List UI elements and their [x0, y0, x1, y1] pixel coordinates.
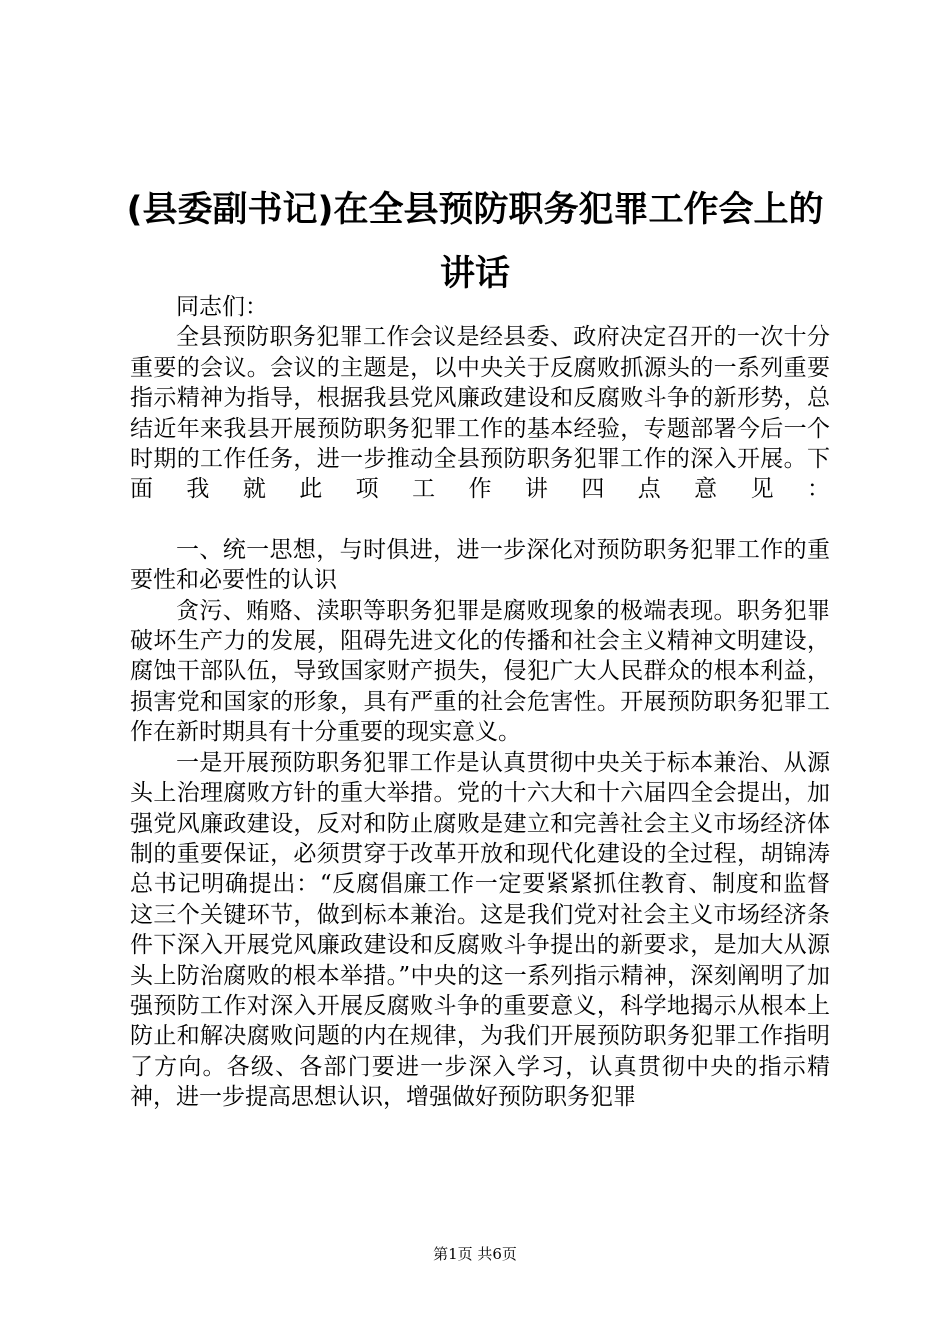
document-title	[100, 178, 850, 306]
paragraph-intro: 全县预防职务犯罪工作会议是经县委、政府决定召开的一次十分重要的会议。会议的主题是，以中央关于反腐败抓源头的一系列重要指示精神为指导，根据我县党风廉政建设和反腐败斗争的新形势，总结近年来我县开展预防职务犯罪工作的基本经验，专题部署今后一个时期的工作任务，进一步推动全县预防职务犯罪工作的深入开展。下面我就此项工作讲四点意见：	[130, 324, 830, 503]
document-body	[130, 292, 830, 1113]
title-line-2: 讲话	[439, 254, 510, 294]
page-footer: 第1页 共6页	[433, 1245, 517, 1263]
paragraph: 贪污、贿赂、渎职等职务犯罪是腐败现象的极端表现。职务犯罪破坏生产力的发展，阻碍先进文化的传播和社会主义精神文明建设，腐蚀干部队伍，导致国家财产损失，侵犯广大人民群众的根本利益，损害党和国家的形象，具有严重的社会危害性。开展预防职务犯罪工作在新时期具有十分重要的现实意义。	[130, 597, 830, 746]
paragraph: 一是开展预防职务犯罪工作是认真贯彻中央关于标本兼治、从源头上治理腐败方针的重大举措。党的十六大和十六届四全会提出，加强党风廉政建设，反对和防止腐败是建立和完善社会主义市场经济体制的重要保证，必须贯穿于改革开放和现代化建设的全过程，胡锦涛总书记明确提出：“反腐倡廉工作一定要紧紧抓住教育、制度和监督这三个关键环节，做到标本兼治。这是我们党对社会主义市场经济条件下深入开展党风廉政建设和反腐败斗争提出的新要求，是加大从源头上防治腐败的根本举措。”中央的这一系列指示精神，深刻阐明了加强预防工作对深入开展反腐败斗争的重要意义，科学地揭示从根本上防止和解决腐败问题的内在规律，为我们开展预防职务犯罪工作指明了方向。各级、各部门要进一步深入学习，认真贯彻中央的指示精神，进一步提高思想认识，增强做好预防职务犯罪	[130, 749, 830, 1111]
paragraph-gap	[130, 505, 830, 535]
section-heading-1: 一、统一思想，与时俱进，进一步深化对预防职务犯罪工作的重要性和必要性的认识	[130, 536, 830, 594]
salutation: 同志们：	[176, 294, 268, 320]
title-line-1: (县委副书记)在全县预防职务犯罪工作会上的	[126, 190, 824, 230]
